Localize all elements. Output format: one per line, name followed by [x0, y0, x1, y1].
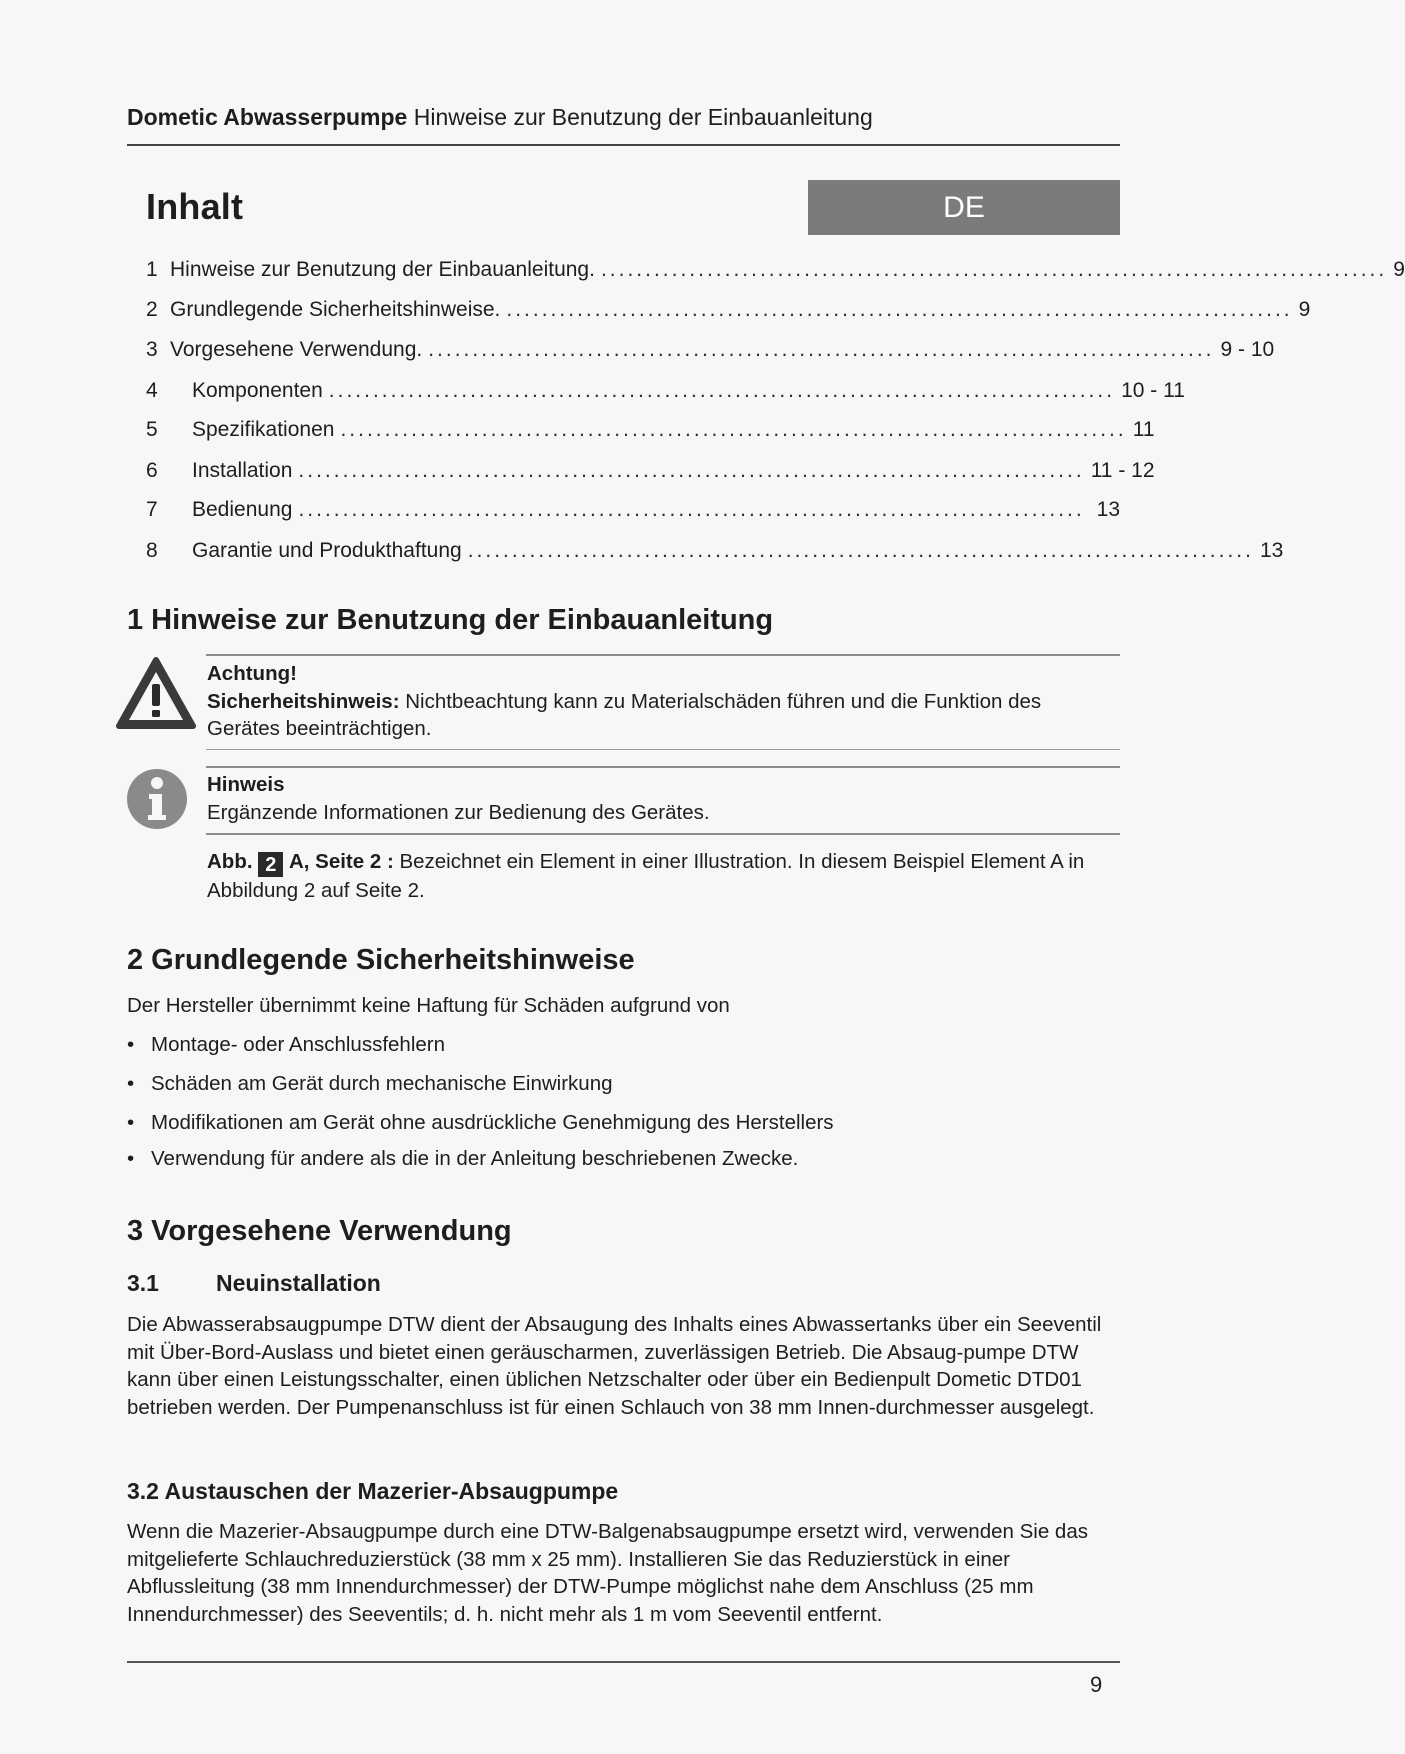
bullet-icon: •	[127, 1033, 135, 1056]
subsection-3-1-title: Neuinstallation	[216, 1270, 381, 1296]
figure-ref-label: A, Seite 2 :	[288, 850, 394, 873]
toc-leader-dots: .........................................................................................	[298, 459, 1085, 482]
header-divider	[127, 144, 1120, 146]
toc-entry[interactable]	[146, 537, 1284, 565]
list-item-text: Verwendung für andere als die in der Anleitung beschriebenen Zwecke.	[151, 1147, 799, 1170]
toc-entry-number: 2	[146, 298, 158, 321]
toc-entry-number: 3	[146, 338, 158, 361]
list-item	[127, 1070, 613, 1097]
subsection-3-1-text: Die Abwasserabsaugpumpe DTW dient der Absaugung des Inhalts eines Abwassertanks über ein Seeventil mit Über-Bord-Auslass und bietet einen geräuscharmen, zuverlässigen Betrieb. Die Absaug-pumpe DTW kann über einen Leistungsschalter, einen üblichen Netzschalter oder über ein Bedienpult Dometic DTD01 betrieben werden. Der Pumpenanschluss ist für einen Schlauch von 38 mm Innen-durchmesser ausgelegt.	[127, 1313, 1102, 1419]
header-brand: Dometic Abwasserpumpe	[127, 104, 408, 130]
warning-text	[207, 688, 1117, 743]
toc-entry[interactable]	[146, 377, 1185, 405]
toc-entry[interactable]	[146, 457, 1155, 485]
toc-entry-label: Komponenten	[192, 379, 323, 402]
section-3-heading: 3 Vorgesehene Verwendung	[127, 1215, 512, 1247]
toc-entry-label: Garantie und Produkthaftung	[192, 539, 462, 562]
bullet-icon: •	[127, 1072, 135, 1095]
toc-title: Inhalt	[146, 186, 244, 227]
toc-leader-dots: .........................................................................................	[298, 498, 1085, 521]
list-item	[127, 1109, 834, 1136]
note-bottom-rule	[206, 833, 1120, 835]
subsection-3-2-title: 3.2 Austauschen der Mazerier-Absaugpumpe	[127, 1478, 619, 1504]
note-top-rule	[206, 766, 1120, 768]
toc-entry-number: 7	[146, 498, 158, 521]
section-1-heading: 1 Hinweise zur Benutzung der Einbauanleitung	[127, 604, 774, 636]
toc-leader-dots: .........................................................................................	[467, 539, 1254, 562]
warning-body: Nichtbeachtung kann zu Materialschäden führen und die Funktion des Gerätes beeinträchtigen.	[207, 689, 1042, 740]
toc-entry[interactable]	[146, 296, 1311, 324]
toc-leader-dots: .........................................................................................	[328, 379, 1116, 402]
bullet-icon: •	[127, 1111, 135, 1134]
warning-title: Achtung!	[207, 662, 297, 685]
toc-entry-label: Bedienung	[192, 498, 293, 521]
subsection-3-1-number: 3.1	[127, 1270, 159, 1296]
toc-entry-label: Installation	[192, 459, 293, 482]
toc-entry-page: 11	[1132, 418, 1155, 441]
page-number: 9	[1090, 1672, 1103, 1697]
toc-entry-label: Hinweise zur Benutzung der Einbauanleitung.	[170, 258, 595, 281]
toc-entry-page: 10 - 11	[1121, 379, 1185, 402]
section-2-heading: 2 Grundlegende Sicherheitshinweise	[127, 944, 635, 976]
running-header	[127, 104, 1119, 131]
toc-entry[interactable]	[146, 496, 1120, 524]
toc-entry[interactable]	[146, 336, 1275, 364]
section-2-intro: Der Hersteller übernimmt keine Haftung für Schäden aufgrund von	[127, 994, 730, 1017]
header-subtitle: Hinweise zur Benutzung der Einbauanleitung	[413, 104, 873, 130]
note-title: Hinweis	[207, 773, 285, 796]
toc-entry[interactable]	[146, 256, 1405, 284]
toc-entry[interactable]	[146, 416, 1155, 444]
toc-entry-label: Vorgesehene Verwendung.	[170, 338, 423, 361]
warning-label: Sicherheitshinweis:	[207, 689, 400, 713]
list-item-text: Modifikationen am Gerät ohne ausdrückliche Genehmigung des Herstellers	[151, 1111, 834, 1134]
toc-leader-dots: .........................................................................................	[428, 338, 1215, 361]
note-text: Ergänzende Informationen zur Bedienung des Gerätes.	[207, 800, 710, 824]
list-item	[127, 1031, 445, 1058]
toc-entry-page: 9 - 10	[1220, 338, 1275, 361]
subsection-3-2-text: Wenn die Mazerier-Absaugpumpe durch eine DTW-Balgenabsaugpumpe ersetzt wird, verwenden Sie das mitgelieferte Schlauchreduzierstück (38 mm x 25 mm). Installieren Sie das Reduzierstück in einer Abflussleitung (38 mm Innendurchmesser) der DTW-Pumpe möglichst nahe dem Anschluss (25 mm Innendurchmesser) des Seeventils; d. h. nicht mehr als 1 m vom Seeventil entfernt.	[127, 1520, 1088, 1626]
toc-entry-page: 13	[1096, 498, 1120, 521]
toc-leader-dots: .........................................................................................	[340, 418, 1127, 441]
bullet-icon: •	[127, 1147, 135, 1170]
language-badge: DE	[808, 180, 1120, 235]
toc-entry-label: Spezifikationen	[192, 418, 335, 441]
note-box	[207, 771, 1117, 826]
toc-entry-number: 8	[146, 539, 158, 562]
toc-entry-label: Grundlegende Sicherheitshinweise.	[170, 298, 501, 321]
toc-entry-number: 1	[146, 258, 158, 281]
toc-entry-page: 11 - 12	[1090, 459, 1155, 482]
figure-ref-text: Bezeichnet ein Element in einer Illustration. In diesem Beispiel Element A in Abbildung 2 auf Seite 2.	[207, 850, 1085, 902]
toc-entry-number: 6	[146, 459, 158, 482]
footer-divider	[127, 1661, 1120, 1663]
toc-entry-page: 9	[1298, 298, 1311, 321]
toc-entry-number: 5	[146, 418, 158, 441]
list-item	[127, 1145, 798, 1172]
figure-ref-prefix: Abb.	[207, 850, 253, 873]
list-item-text: Montage- oder Anschlussfehlern	[151, 1033, 446, 1056]
warning-top-rule	[206, 654, 1120, 656]
warning-triangle-icon	[115, 656, 197, 732]
figure-number-badge: 2	[258, 852, 283, 877]
warning-box	[207, 660, 1117, 743]
info-icon	[125, 767, 189, 831]
list-item-text: Schäden am Gerät durch mechanische Einwirkung	[151, 1072, 613, 1095]
toc-entry-page: 9	[1393, 258, 1405, 281]
toc-leader-dots: .........................................................................................	[506, 298, 1293, 321]
toc-entry-page: 13	[1259, 539, 1284, 562]
warning-bottom-rule	[206, 749, 1120, 750]
toc-leader-dots: .........................................................................................	[600, 258, 1388, 281]
figure-reference	[207, 848, 1087, 905]
toc-entry-number: 4	[146, 379, 158, 402]
